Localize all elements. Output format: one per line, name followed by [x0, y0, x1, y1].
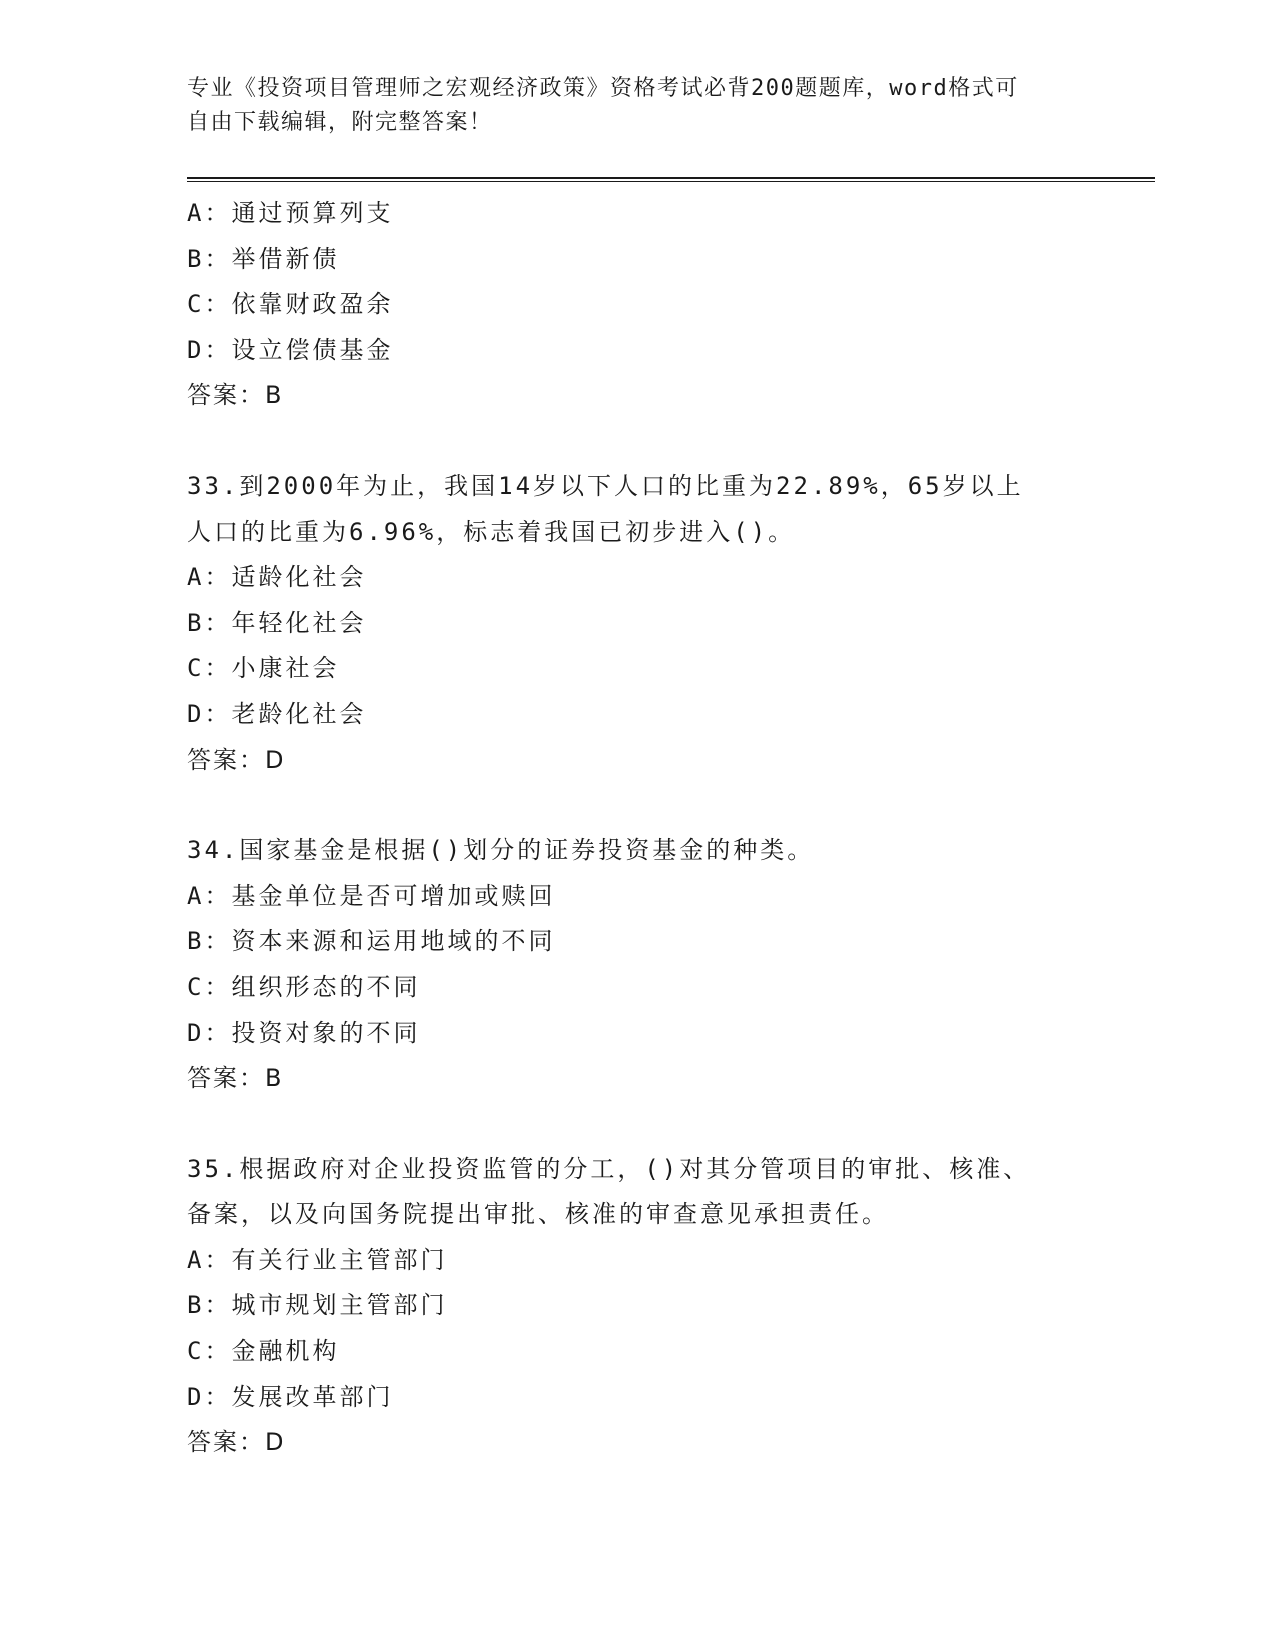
- question-33: [187, 464, 1087, 783]
- question-stem-line: 人口的比重为6.96%，标志着我国已初步进入()。: [187, 517, 796, 546]
- question-35: [187, 1147, 1087, 1466]
- option-d: D：设立偿债基金: [187, 335, 394, 364]
- question-32-continued: [187, 191, 1087, 419]
- header-line-1: 专业《投资项目管理师之宏观经济政策》资格考试必背200题题库，word格式可: [187, 76, 1019, 101]
- question-stem-line: 备案，以及向国务院提出审批、核准的审查意见承担责任。: [187, 1200, 889, 1229]
- spacer: [187, 783, 1087, 828]
- spacer: [187, 1102, 1087, 1147]
- option-d: D：老龄化社会: [187, 699, 367, 728]
- option-c: C：依靠财政盈余: [187, 290, 394, 319]
- option-a: A：基金单位是否可增加或赎回: [187, 881, 556, 910]
- option-b: B：年轻化社会: [187, 608, 367, 637]
- document-header: [187, 72, 1067, 140]
- option-a: A：有关行业主管部门: [187, 1245, 448, 1274]
- spacer: [187, 419, 1087, 464]
- answer-label: 答案：D: [187, 1428, 286, 1457]
- header-divider: [187, 177, 1155, 182]
- option-c: C：小康社会: [187, 654, 340, 683]
- question-stem-line: 35.根据政府对企业投资监管的分工，()对其分管项目的审批、核准、: [187, 1154, 1031, 1183]
- option-b: B：资本来源和运用地域的不同: [187, 927, 556, 956]
- option-a: A：适龄化社会: [187, 563, 367, 592]
- option-b: B：城市规划主管部门: [187, 1291, 448, 1320]
- option-d: D：投资对象的不同: [187, 1018, 421, 1047]
- option-c: C：金融机构: [187, 1337, 340, 1366]
- question-stem-line: 33.到2000年为止，我国14岁以下人口的比重为22.89%，65岁以上: [187, 471, 1024, 500]
- question-34: [187, 828, 1087, 1102]
- option-b: B：举借新债: [187, 244, 340, 273]
- option-a: A：通过预算列支: [187, 199, 394, 227]
- question-stem-line: 34.国家基金是根据()划分的证券投资基金的种类。: [187, 836, 815, 865]
- option-d: D：发展改革部门: [187, 1382, 394, 1411]
- header-line-2: 自由下载编辑，附完整答案！: [187, 110, 493, 135]
- answer-label: 答案：D: [187, 745, 286, 774]
- question-list: [187, 191, 1087, 1466]
- answer-label: 答案：B: [187, 1064, 284, 1093]
- option-c: C：组织形态的不同: [187, 972, 421, 1001]
- answer-label: 答案：B: [187, 381, 284, 410]
